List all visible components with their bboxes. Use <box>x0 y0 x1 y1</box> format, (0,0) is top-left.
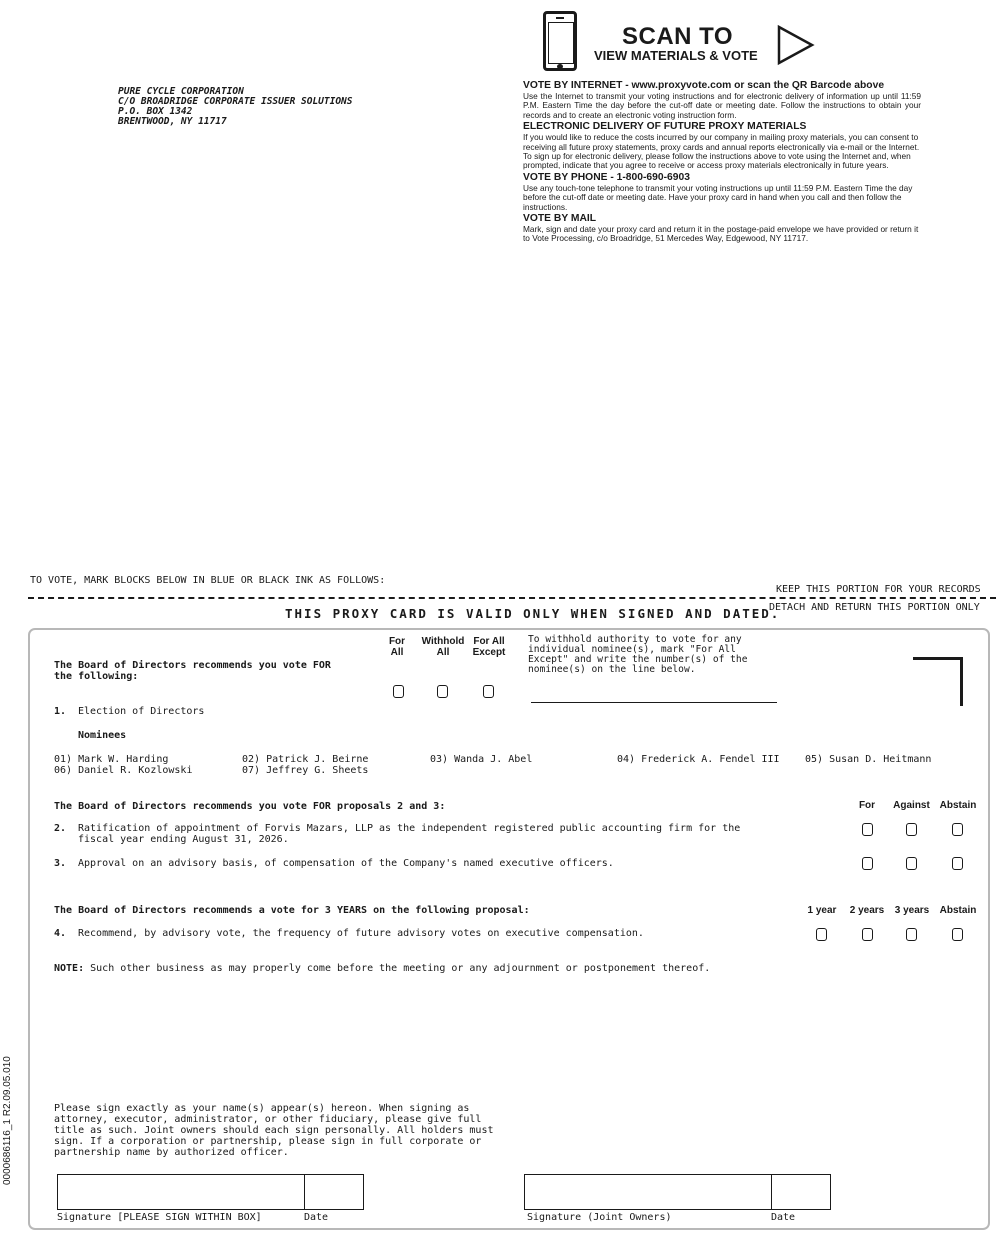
voting-instructions <box>523 80 921 245</box>
valid-notice: THIS PROXY CARD IS VALID ONLY WHEN SIGNED AND DATED. <box>285 606 781 621</box>
joint-date-label: Date <box>771 1212 796 1223</box>
detach-line <box>28 597 996 599</box>
nominee-number-line[interactable] <box>531 702 777 703</box>
col-3-years: 3 years <box>894 905 930 916</box>
joint-date-box[interactable] <box>771 1174 831 1210</box>
electronic-heading: ELECTRONIC DELIVERY OF FUTURE PROXY MATERIALS <box>523 121 807 133</box>
withhold-note: To withhold authority to vote for any individual nominee(s), mark "For All Except" and write the number(s) of the nominee(s) on the line below. <box>528 634 748 675</box>
col-2-years: 2 years <box>849 905 885 916</box>
scan-subtitle: VIEW MATERIALS & VOTE <box>594 48 758 63</box>
board-recommendation: The Board of Directors recommends a vote for 3 YEARS on the following proposal: <box>54 905 530 916</box>
item-compensation: Approval on an advisory basis, of compensation of the Company's named executive officers. <box>78 858 614 869</box>
col-for-all-except: For All Except <box>472 636 506 658</box>
col-for: For <box>858 800 876 811</box>
item-frequency: Recommend, by advisory vote, the frequency of future advisory votes on executive compensation. <box>78 928 644 939</box>
item-number: 2. <box>54 823 67 834</box>
date-label: Date <box>304 1212 329 1223</box>
note-label: NOTE: <box>54 963 85 974</box>
mail-heading: VOTE BY MAIL <box>523 213 597 225</box>
play-triangle-icon <box>776 24 816 66</box>
board-recommendation: The Board of Directors recommends you vote FOR proposals 2 and 3: <box>54 801 446 812</box>
date-box[interactable] <box>304 1174 364 1210</box>
nominees-label: Nominees <box>78 730 127 741</box>
signing-instructions: Please sign exactly as your name(s) appear(s) hereon. When signing as attorney, executor, administrator, or other fiduciary, please give full title as such. Joint owners should each sign personally. All holders must sign. If a corporation or partnership, please sign in full corporate or partnership name by authorized officer. <box>54 1103 494 1158</box>
smartphone-icon <box>543 11 577 71</box>
proposal4-abstain-checkbox[interactable] <box>952 928 963 941</box>
document-id: 0000686116_1 R2.09.05.010 <box>2 1056 13 1185</box>
col-withhold-all: Withhold All <box>421 636 465 658</box>
nominee: 01) Mark W. Harding <box>54 754 169 765</box>
col-1-year: 1 year <box>807 905 837 916</box>
proposal3-for-checkbox[interactable] <box>862 857 873 870</box>
return-address-line: C/O BROADRIDGE CORPORATE ISSUER SOLUTIONS <box>118 96 353 107</box>
col-abstain: Abstain <box>939 905 977 916</box>
proposal4-3years-checkbox[interactable] <box>906 928 917 941</box>
proposal3-abstain-checkbox[interactable] <box>952 857 963 870</box>
phone-heading: VOTE BY PHONE - 1-800-690-6903 <box>523 171 690 183</box>
for-all-checkbox[interactable] <box>393 685 404 698</box>
signature-label: Signature [PLEASE SIGN WITHIN BOX] <box>57 1212 262 1223</box>
detach-return-label: DETACH AND RETURN THIS PORTION ONLY <box>769 602 980 613</box>
return-address <box>118 87 353 127</box>
return-address-line: P.O. BOX 1342 <box>118 106 193 117</box>
proposal4-2years-checkbox[interactable] <box>862 928 873 941</box>
note-text: Such other business as may properly come before the meeting or any adjournment or postponement thereof. <box>90 963 711 974</box>
nominee: 04) Frederick A. Fendel III <box>617 754 780 765</box>
item-number: 3. <box>54 858 67 869</box>
nominee: 06) Daniel R. Kozlowski <box>54 765 193 776</box>
nominee: 02) Patrick J. Beirne <box>242 754 369 765</box>
note <box>54 963 710 974</box>
internet-heading: VOTE BY INTERNET - www.proxyvote.com or scan the QR Barcode above <box>523 80 885 91</box>
internet-text: Use the Internet to transmit your voting instructions and for electronic delivery of information up until 11:59 P.M. Eastern Time the day before the cut-off date or meeting date. Follow the instructions to obtain your records and to create an electronic voting instruction form. <box>523 91 921 120</box>
nominee: 05) Susan D. Heitmann <box>805 754 932 765</box>
nominee: 07) Jeffrey G. Sheets <box>242 765 369 776</box>
joint-signature-label: Signature (Joint Owners) <box>527 1212 672 1223</box>
col-against: Against <box>893 800 930 811</box>
mail-text: Mark, sign and date your proxy card and return it in the postage-paid envelope we have provided or return it to Vote Processing, c/o Broadridge, 51 Mercedes Way, Edgewood, NY 11717. <box>523 224 919 244</box>
col-abstain: Abstain <box>939 800 977 811</box>
keep-portion-label: KEEP THIS PORTION FOR YOUR RECORDS <box>776 584 981 595</box>
board-recommendation: The Board of Directors recommends you vote FOR <box>54 660 331 671</box>
board-recommendation: the following: <box>54 671 139 682</box>
return-address-line: BRENTWOOD, NY 11717 <box>118 116 227 127</box>
proposal2-for-checkbox[interactable] <box>862 823 873 836</box>
item-number: 4. <box>54 928 67 939</box>
electronic-text: If you would like to reduce the costs incurred by our company in mailing proxy materials, you can consent to receiving all future proxy statements, proxy cards and annual reports electronically via e-mail or the Internet. To sign up for electronic delivery, please follow the instructions above to vote using the Internet and, when prompted, indicate that you agree to receive or access proxy materials electronically in future years. <box>523 132 920 171</box>
signature-box[interactable] <box>57 1174 305 1210</box>
proposal4-1year-checkbox[interactable] <box>816 928 827 941</box>
proposal2-abstain-checkbox[interactable] <box>952 823 963 836</box>
return-address-line: PURE CYCLE CORPORATION <box>118 86 244 97</box>
corner-mark <box>913 657 963 706</box>
joint-signature-box[interactable] <box>524 1174 772 1210</box>
item-number: 1. <box>54 706 67 717</box>
item-election: Election of Directors <box>78 706 205 717</box>
withhold-all-checkbox[interactable] <box>437 685 448 698</box>
scan-title: SCAN TO <box>622 23 734 50</box>
proposal2-against-checkbox[interactable] <box>906 823 917 836</box>
for-all-except-checkbox[interactable] <box>483 685 494 698</box>
phone-text: Use any touch-tone telephone to transmit your voting instructions up until 11:59 P.M. Eastern Time the day before the cut-off date or meeting date. Have your proxy card in hand when you call and then follow the instructions. <box>523 182 913 212</box>
col-for-all: For All <box>388 636 406 658</box>
nominee: 03) Wanda J. Abel <box>430 754 533 765</box>
to-vote-instruction: TO VOTE, MARK BLOCKS BELOW IN BLUE OR BLACK INK AS FOLLOWS: <box>30 575 386 586</box>
item-ratification: fiscal year ending August 31, 2026. <box>78 834 289 845</box>
proposal3-against-checkbox[interactable] <box>906 857 917 870</box>
item-ratification: Ratification of appointment of Forvis Mazars, LLP as the independent registered public accounting firm for the <box>78 823 741 834</box>
